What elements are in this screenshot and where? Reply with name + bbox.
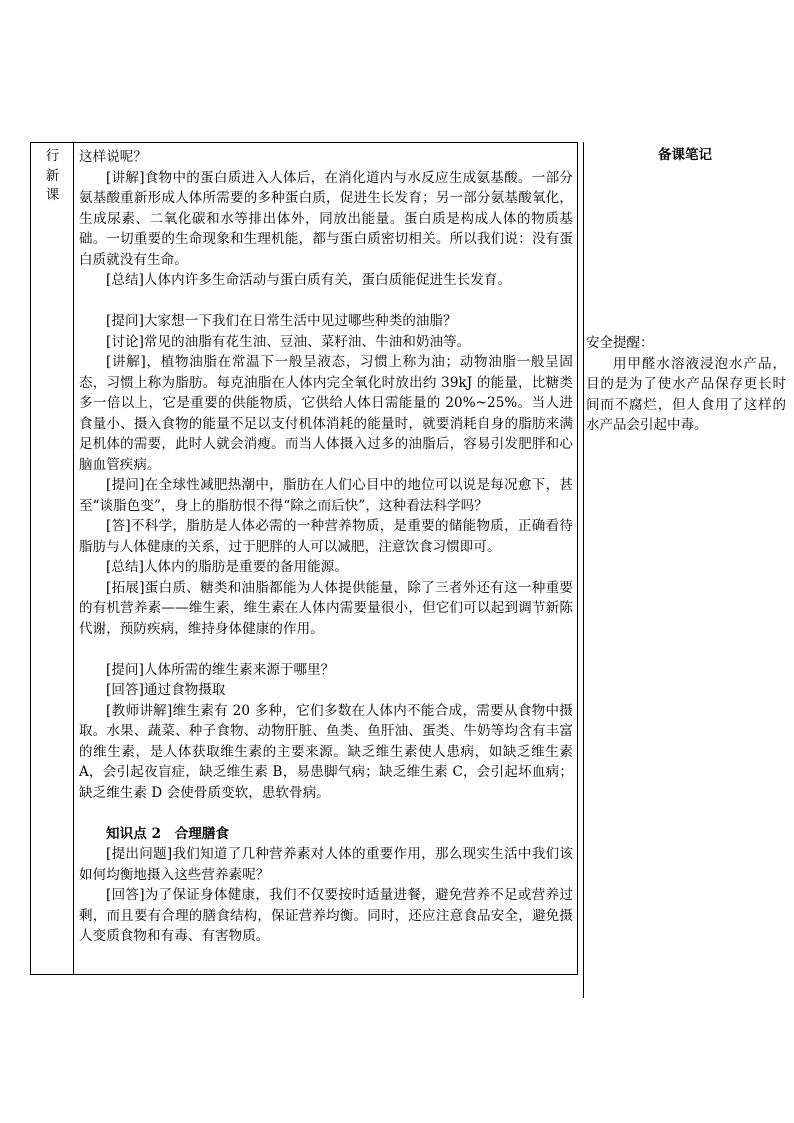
paragraph: [回答]为了保证身体健康，我们不仅要按时适量进餐，避免营养不足或营养过剩，而且要有合理的膳食结构，保证营养均衡。同时，还应注意食品安全，避免摄人变质食物和有毒、有害物质。 bbox=[79, 887, 573, 944]
paragraph: [提问]在全球性减肥热潮中，脂肪在人们心目中的地位可以说是每况愈下，甚至“谈脂色变”，身上的脂肪恨不得“除之而后快”，这种看法科学吗？ bbox=[79, 477, 573, 514]
notes-label: 安全提醒： bbox=[586, 335, 654, 351]
lesson-content bbox=[79, 147, 573, 947]
paragraph: [总结]人体内许多生命活动与蛋白质有关，蛋白质能促进生长发育。 bbox=[106, 272, 512, 288]
notes-text: 用甲醛水溶液浸泡水产品，目的是为了使水产品保存更长时间而不腐烂，但人食用了这样的水产品会引起中毒。 bbox=[586, 355, 786, 433]
lesson-table bbox=[30, 142, 578, 975]
section-label-char: 行 bbox=[45, 148, 60, 164]
paragraph: [答]不科学，脂肪是人体必需的一种营养物质，是重要的储能物质，正确看待脂肪与人体健康的关系，过于肥胖的人可以减肥，注意饮食习惯即可。 bbox=[79, 518, 573, 555]
paragraph: [总结]人体内的脂肪是重要的备用能源。 bbox=[106, 559, 348, 575]
side-column bbox=[31, 143, 74, 974]
paragraph: [提问]人体所需的维生素来源于哪里？ bbox=[106, 661, 335, 678]
section-label bbox=[31, 147, 74, 206]
section-label-char: 课 bbox=[45, 187, 60, 203]
notes-divider bbox=[583, 142, 584, 998]
notes-title: 备课笔记 bbox=[658, 147, 712, 163]
paragraph: [讨论]常见的油脂有花生油、豆油、菜籽油、牛油和奶油等。 bbox=[106, 333, 471, 350]
section-label-char: 新 bbox=[45, 167, 60, 184]
paragraph: [教师讲解]维生素有 20 多种，它们多数在人体内不能合成，需要从食物中摄取。水果、蔬菜、种子食物、动物肝脏、鱼类、鱼肝油、蛋类、牛奶等均含有丰富的维生素，是人体获取维生素的主要来源。缺乏维生素使人患病，如缺乏维生素 A，会引起夜盲症，缺乏维生素 B，易患脚气病；缺乏维生素 C，会引起坏血病；缺乏维生素 D 会使骨质变软，患软骨病。 bbox=[79, 702, 573, 801]
paragraph: [讲解]食物中的蛋白质进入人体后，在消化道内与水反应生成氨基酸。一部分氨基酸重新形成人体所需要的多种蛋白质，促进生长发育；另一部分氨基酸氧化，生成尿素、二氧化碳和水等排出体外，同放出能量。蛋白质是构成人体的物质基础。一切重要的生命现象和生理机能，都与蛋白质密切相关。所以我们说：没有蛋白质就没有生命。 bbox=[79, 169, 573, 268]
paragraph: [提出问题]我们知道了几种营养素对人体的重要作用，那么现实生活中我们该如何均衡地摄入这些营养素呢？ bbox=[79, 846, 573, 883]
paragraph: [讲解]，植物油脂在常温下一般呈液态，习惯上称为油；动物油脂一般呈固态，习惯上称为脂肪。每克油脂在人体内完全氧化时放出约 39kJ 的能量，比糖类多一倍以上，它是重要的供能物质，它供给人体日需能量的 20%~25%。当人进食量小、摄入食物的能量不足以支付机体消耗的能量时，就要消耗自身的脂肪来满足机体的需要，此时人就会消瘦。而当人体摄入过多的油脂后，容易引发肥胖和心脑血管疾病。 bbox=[79, 354, 573, 473]
paragraph: [回答]通过食物摄取 bbox=[106, 682, 226, 698]
notes-body bbox=[586, 333, 786, 436]
paragraph: [拓展]蛋白质、糖类和油脂都能为人体提供能量，除了三者外还有这一种重要的有机营养素——维生素，维生素在人体内需要量很小，但它们可以起到调节新陈代谢，预防疾病，维持身体健康的作用。 bbox=[79, 579, 573, 637]
paragraph: 这样说呢？ bbox=[79, 149, 147, 165]
section-heading: 知识点 2 合理膳食 bbox=[106, 825, 230, 842]
paragraph: [提问]大家想一下我们在日常生活中见过哪些种类的油脂？ bbox=[106, 313, 457, 329]
